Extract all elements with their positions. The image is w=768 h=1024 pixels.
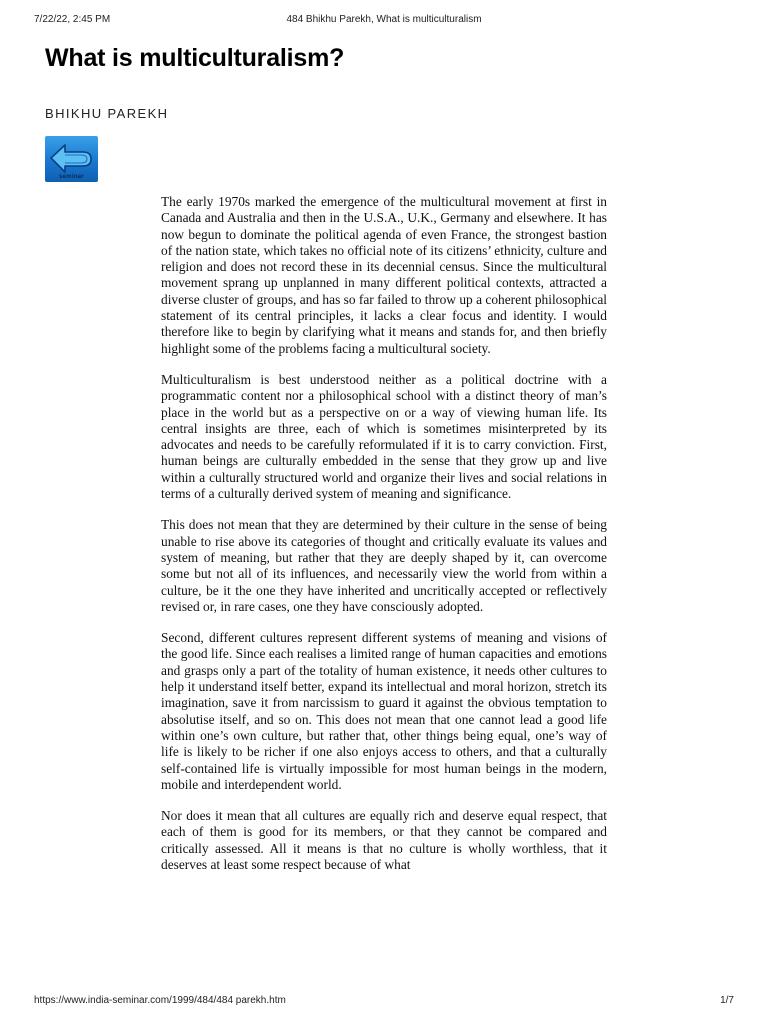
article-title: What is multiculturalism? [45,44,345,72]
logo-text: seminar [58,174,85,180]
print-footer [34,995,734,1009]
source-url: https://www.india-seminar.com/1999/484/484 parekh.htm [34,995,286,1006]
print-header [34,14,734,28]
article-body [161,194,607,888]
paragraph: Second, different cultures represent different systems of meaning and visions of the good life. Since each realises a limited range of human capacities and emotions and grasps only a part of the totality of human existence, it needs other cultures to help it understand itself better, expand its intellectual and moral horizon, stretch its imagination, save it from narcissism to guard it against the obvious temptation to absolutise itself, and so on. This does not mean that one cannot lead a good life within one’s own culture, but rather that, other things being equal, one’s way of life is likely to be richer if one also enjoys access to others, and that a culturally self-contained life is virtually impossible for most human beings in the modern, mobile and interdependent world. [161,630,607,792]
page-number: 1/7 [720,995,734,1006]
paragraph: Nor does it mean that all cultures are equally rich and deserve equal respect, that each of them is good for its members, or that they cannot be compared and critically assessed. All it means is that no culture is wholly worthless, that it deserves at least some respect because of what [161,808,607,872]
paragraph: This does not mean that they are determined by their culture in the sense of being unable to rise above its categories of thought and critically evaluate its values and system of meaning, but rather that they are deeply shaped by it, can overcome some but not all of its influences, and necessarily view the world from within a culture, be it the one they have inherited and uncritically accepted or reflectively revised or, in rare cases, one they have consciously adopted. [161,517,607,614]
print-datetime: 7/22/22, 2:45 PM [34,14,111,25]
seminar-logo[interactable] [45,136,98,182]
print-page-title: 484 Bhikhu Parekh, What is multiculturalism [286,14,482,25]
paragraph: The early 1970s marked the emergence of the multicultural movement at first in Canada and Australia and then in the U.S.A., U.K., Germany and elsewhere. It has now begun to dominate the political agenda of even France, the strongest bastion of the nation state, which takes no official note of its citizens’ ethnicity, culture and religion and does not record these in its decennial census. Since the multicultural movement sprang up unplanned in many different political contexts, attracted a diverse cluster of groups, and has so far failed to throw up a coherent philosophical statement of its central principles, it lacks a clear focus and identity. I would therefore like to begin by clarifying what it means and stands for, and then briefly highlight some of the problems facing a multicultural society. [161,194,607,356]
author-name: BHIKHU PAREKH [45,106,169,121]
paragraph: Multiculturalism is best understood neither as a political doctrine with a programmatic content nor a philosophical school with a distinct theory of man’s place in the world but as a perspective on or a way of viewing human life. Its central insights are three, each of which is sometimes misinterpreted by its advocates and needs to be carefully reformulated if it is to carry conviction. First, human beings are culturally embedded in the sense that they grow up and live within a culturally structured world and organize their lives and social relations in terms of a culturally derived system of meaning and significance. [161,371,607,502]
